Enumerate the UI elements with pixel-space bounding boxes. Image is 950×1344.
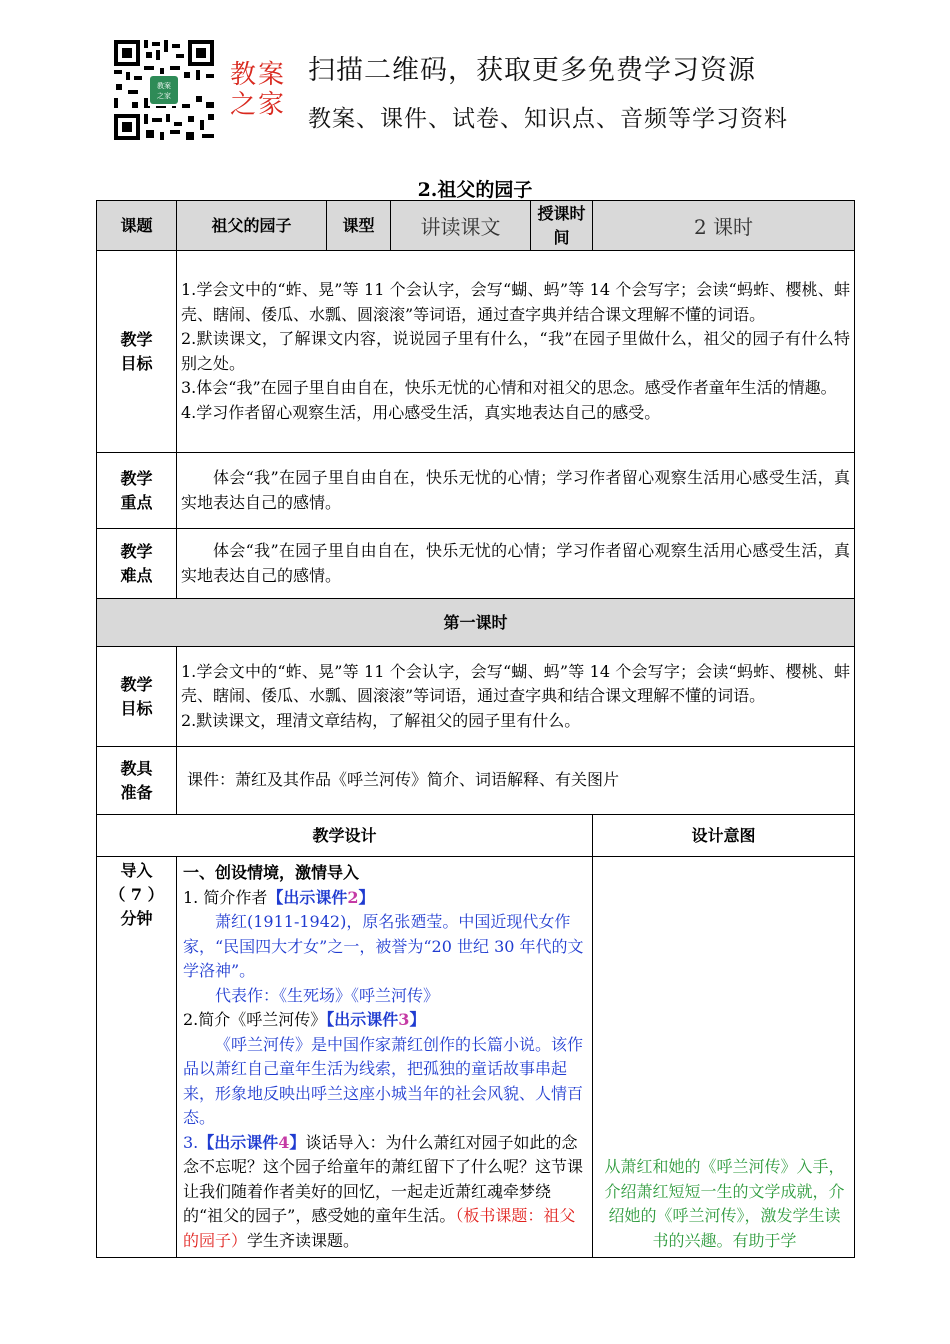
objectives-label: 教学目标 [97,251,177,453]
difficulties-label: 教学难点 [97,529,177,599]
slogan-line-1: 扫描二维码，获取更多免费学习资源 [308,55,756,86]
topic-value: 祖父的园子 [177,201,327,251]
objectives-content [177,251,855,453]
lesson-objectives-label: 教学目标 [97,647,177,747]
design-item-3 [183,1131,586,1254]
board-note: （板书课题：祖父的园子） [183,1206,576,1250]
info-row [97,201,855,251]
topic-label: 课题 [97,201,177,251]
type-value: 讲读课文 [391,201,531,251]
book-intro: 《呼兰河传》是中国作家萧红创作的长篇小说。该作品以萧红自己童年生活为线索，把孤独的童话故事串起来，形象地反映出呼兰这座小城当年的社会风貌、人情百态。 [183,1034,584,1127]
logo-text: 教案之家 [230,60,287,120]
section-title: 一、创设情境，激情导入 [183,863,360,882]
objective-item: 4.学习作者留心观察生活，用心感受生活，真实地表达自己的感受。 [181,402,661,422]
lesson-plan-table [96,200,855,1258]
item-prefix: 1. 简介作者 [183,887,268,907]
design-item-1 [183,886,586,911]
design-header-row [97,815,855,857]
objective-item: 1.学会文中的“蚱、晃”等 11 个会认字，会写“蝴、蚂”等 14 个会写字；会读“蚂蚱、樱桃、蚌壳、瞎闹、倭瓜、水瓢、圆滚滚”等词语，通过查字典并结合课文理解不懂的词语。 [181,280,850,324]
intro-intent: 从萧红和她的《呼兰河传》入手，介绍萧红短短一生的文学成就，介绍她的《呼兰河传》，激发学生读书的兴趣。有助于学 [593,857,855,1258]
tools-row [97,747,855,815]
objective-item: 2.默读课文，了解课文内容，说说园子里有什么，“我”在园子里做什么，祖父的园子有什么特别之处。 [181,329,850,373]
stage-duration: （ 7 ） [109,885,164,904]
lesson-heading: 第一课时 [97,599,855,647]
intro-stage-label [97,857,177,1258]
time-label: 授课时间 [531,201,593,251]
tools-text: 课件：萧红及其作品《呼兰河传》简介、词语解释、有关图片 [177,747,855,815]
objectives-row [97,251,855,453]
intro-end: 学生齐读课题。 [247,1230,360,1250]
intro-talk: 谈话导入：为什么萧红对园子如此的念念不忘呢？这个园子给童年的萧红留下了什么呢？这节课让我们随着作者美好的回忆，一起走近萧红魂牵梦绕的“祖父的园子”，感受她的童年生活。 [183,1132,584,1225]
lesson-objective-item: 1.学会文中的“蚱、晃”等 11 个会认字，会写“蝴、蚂”等 14 个会写字；会读“蚂蚱、樱桃、蚌壳、瞎闹、倭瓜、水瓢、圆滚滚”等词语，通过查字典和结合课文理解不懂的词语。 [181,661,850,706]
key-points-row [97,453,855,529]
key-points-label: 教学重点 [97,453,177,529]
courseware-tag: 【出示课件3】 [326,1010,426,1029]
stage-name: 导入 [120,861,153,880]
author-bio: 萧红(1911-1942)，原名张廼莹。中国近现代女作家，“民国四大才女”之一，被誉为“20 世纪 30 年代的文学洛神”。 [183,912,584,980]
lesson-objectives-content [177,647,855,747]
courseware-tag: 【出示课件2】 [267,887,375,907]
courseware-tag: 【出示课件4】 [198,1132,306,1152]
slogan-line-2: 教案、课件、试卷、知识点、音频等学习资料 [308,106,788,132]
lesson-heading-row [97,599,855,647]
design-header: 教学设计 [97,815,593,857]
tools-label: 教具准备 [97,747,177,815]
difficulties-row [97,529,855,599]
item-prefix: 2.简介《呼兰河传》 [183,1010,327,1029]
time-value: 2 课时 [593,201,855,251]
lesson-objective-item: 2.默读课文，理清文章结构，了解祖父的园子里有什么。 [181,710,581,730]
stage-unit: 分钟 [120,909,153,928]
intro-design-content [177,857,593,1258]
author-works: 代表作：《生死场》《呼兰河传》 [215,985,440,1005]
item-prefix: 3. [183,1132,199,1152]
intro-row [97,857,855,1258]
lesson-objectives-row [97,647,855,747]
qr-center-label: 教案 [157,82,171,90]
objective-item: 3.体会“我”在园子里自由自在，快乐无忧的心情和对祖父的思念。感受作者童年生活的情趣。 [181,378,837,397]
difficulties-text: 体会“我”在园子里自由自在，快乐无忧的心情；学习作者留心观察生活用心感受生活，真实地表达自己的感情。 [177,529,855,599]
intent-header: 设计意图 [593,815,855,857]
qr-center-label: 之家 [157,92,171,100]
key-points-text: 体会“我”在园子里自由自在，快乐无忧的心情；学习作者留心观察生活用心感受生活，真实地表达自己的感情。 [177,453,855,529]
page-title: 2.祖父的园子 [417,179,533,201]
qr-code-icon[interactable] [112,38,216,142]
design-item-2 [183,1008,586,1033]
type-label: 课型 [327,201,391,251]
header-banner [112,38,832,144]
